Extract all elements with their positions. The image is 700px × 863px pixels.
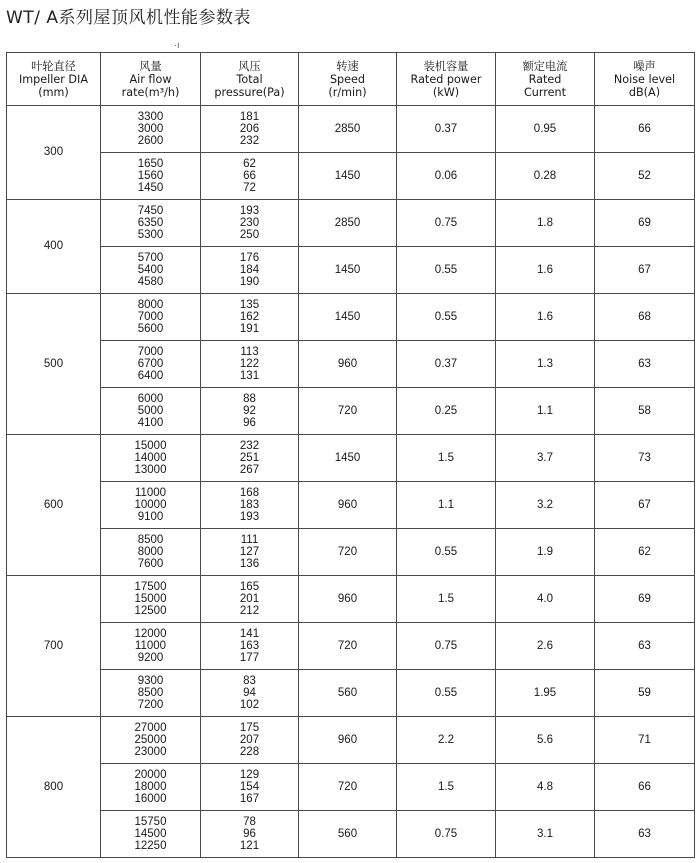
speed-cell: 2850: [299, 106, 397, 153]
current-cell: 4.8: [496, 764, 595, 811]
noise-cell: 71: [595, 717, 695, 764]
air-flow-cell: 1650 1560 1450: [101, 153, 201, 200]
table-row: [7, 529, 695, 576]
noise-cell: 69: [595, 200, 695, 247]
table-row: [7, 764, 695, 811]
noise-cell: 63: [595, 341, 695, 388]
current-cell: 5.6: [496, 717, 595, 764]
pressure-cell: 176 184 190: [201, 247, 299, 294]
noise-cell: 68: [595, 294, 695, 341]
pressure-cell: 113 122 131: [201, 341, 299, 388]
noise-cell: 62: [595, 529, 695, 576]
speed-cell: 1450: [299, 294, 397, 341]
power-cell: 0.75: [397, 200, 496, 247]
table-row: [7, 623, 695, 670]
speed-cell: 960: [299, 341, 397, 388]
air-flow-cell: 7000 6700 6400: [101, 341, 201, 388]
current-cell: 1.6: [496, 247, 595, 294]
current-cell: 0.28: [496, 153, 595, 200]
noise-cell: 67: [595, 247, 695, 294]
power-cell: 0.55: [397, 529, 496, 576]
speed-cell: 1450: [299, 247, 397, 294]
table-body: [7, 106, 695, 858]
impeller-dia-cell: 500: [7, 294, 101, 435]
table-row: [7, 153, 695, 200]
noise-cell: 63: [595, 623, 695, 670]
power-cell: 0.55: [397, 294, 496, 341]
power-cell: 1.5: [397, 764, 496, 811]
header-total-pressure: 风压 Total pressure(Pa): [201, 53, 299, 106]
air-flow-cell: 12000 11000 9200: [101, 623, 201, 670]
speed-cell: 960: [299, 576, 397, 623]
table-row: [7, 247, 695, 294]
pressure-cell: 83 94 102: [201, 670, 299, 717]
current-cell: 0.95: [496, 106, 595, 153]
current-cell: 3.2: [496, 482, 595, 529]
pressure-cell: 232 251 267: [201, 435, 299, 482]
air-flow-cell: 5700 5400 4580: [101, 247, 201, 294]
header-impeller-dia: 叶轮直径 Impeller DIA (mm): [7, 53, 101, 106]
impeller-dia-cell: 700: [7, 576, 101, 717]
stray-mark: ·ı: [174, 40, 180, 50]
noise-cell: 69: [595, 576, 695, 623]
noise-cell: 66: [595, 106, 695, 153]
air-flow-cell: 11000 10000 9100: [101, 482, 201, 529]
air-flow-cell: 6000 5000 4100: [101, 388, 201, 435]
power-cell: 1.1: [397, 482, 496, 529]
air-flow-cell: 17500 15000 12500: [101, 576, 201, 623]
current-cell: 1.3: [496, 341, 595, 388]
speed-cell: 560: [299, 670, 397, 717]
table-row: [7, 341, 695, 388]
current-cell: 1.95: [496, 670, 595, 717]
air-flow-cell: 20000 18000 16000: [101, 764, 201, 811]
power-cell: 1.5: [397, 435, 496, 482]
page-title: WT/ A系列屋顶风机性能参数表: [6, 8, 251, 28]
table-row: [7, 717, 695, 764]
power-cell: 0.06: [397, 153, 496, 200]
header-rated-current: 额定电流 Rated Current: [496, 53, 595, 106]
noise-cell: 73: [595, 435, 695, 482]
air-flow-cell: 9300 8500 7200: [101, 670, 201, 717]
table-row: [7, 576, 695, 623]
impeller-dia-cell: 600: [7, 435, 101, 576]
table-row: [7, 106, 695, 153]
pressure-cell: 168 183 193: [201, 482, 299, 529]
speed-cell: 960: [299, 717, 397, 764]
air-flow-cell: 8000 7000 5600: [101, 294, 201, 341]
air-flow-cell: 27000 25000 23000: [101, 717, 201, 764]
current-cell: 3.7: [496, 435, 595, 482]
noise-cell: 63: [595, 811, 695, 858]
performance-table: [6, 52, 695, 858]
speed-cell: 720: [299, 764, 397, 811]
header-speed: 转速 Speed (r/min): [299, 53, 397, 106]
pressure-cell: 62 66 72: [201, 153, 299, 200]
impeller-dia-cell: 400: [7, 200, 101, 294]
speed-cell: 560: [299, 811, 397, 858]
speed-cell: 2850: [299, 200, 397, 247]
pressure-cell: 129 154 167: [201, 764, 299, 811]
speed-cell: 720: [299, 623, 397, 670]
pressure-cell: 175 207 228: [201, 717, 299, 764]
pressure-cell: 111 127 136: [201, 529, 299, 576]
air-flow-cell: 15000 14000 13000: [101, 435, 201, 482]
current-cell: 2.6: [496, 623, 595, 670]
table-row: [7, 294, 695, 341]
current-cell: 1.1: [496, 388, 595, 435]
header-noise-level: 噪声 Noise level dB(A): [595, 53, 695, 106]
power-cell: 0.55: [397, 247, 496, 294]
header-rated-power: 装机容量 Rated power (kW): [397, 53, 496, 106]
power-cell: 2.2: [397, 717, 496, 764]
pressure-cell: 193 230 250: [201, 200, 299, 247]
pressure-cell: 78 96 121: [201, 811, 299, 858]
pressure-cell: 88 92 96: [201, 388, 299, 435]
noise-cell: 66: [595, 764, 695, 811]
power-cell: 0.25: [397, 388, 496, 435]
pressure-cell: 135 162 191: [201, 294, 299, 341]
power-cell: 1.5: [397, 576, 496, 623]
speed-cell: 960: [299, 482, 397, 529]
power-cell: 0.37: [397, 341, 496, 388]
impeller-dia-cell: 300: [7, 106, 101, 200]
noise-cell: 59: [595, 670, 695, 717]
speed-cell: 1450: [299, 153, 397, 200]
speed-cell: 1450: [299, 435, 397, 482]
current-cell: 1.8: [496, 200, 595, 247]
table-row: [7, 482, 695, 529]
pressure-cell: 165 201 212: [201, 576, 299, 623]
air-flow-cell: 3300 3000 2600: [101, 106, 201, 153]
pressure-cell: 141 163 177: [201, 623, 299, 670]
air-flow-cell: 7450 6350 5300: [101, 200, 201, 247]
air-flow-cell: 8500 8000 7600: [101, 529, 201, 576]
speed-cell: 720: [299, 529, 397, 576]
power-cell: 0.37: [397, 106, 496, 153]
table-header: [7, 53, 695, 106]
current-cell: 4.0: [496, 576, 595, 623]
speed-cell: 720: [299, 388, 397, 435]
power-cell: 0.55: [397, 670, 496, 717]
table-row: [7, 200, 695, 247]
noise-cell: 67: [595, 482, 695, 529]
table-row: [7, 811, 695, 858]
current-cell: 3.1: [496, 811, 595, 858]
power-cell: 0.75: [397, 623, 496, 670]
table-row: [7, 670, 695, 717]
air-flow-cell: 15750 14500 12250: [101, 811, 201, 858]
pressure-cell: 181 206 232: [201, 106, 299, 153]
current-cell: 1.6: [496, 294, 595, 341]
impeller-dia-cell: 800: [7, 717, 101, 858]
table-row: [7, 388, 695, 435]
noise-cell: 58: [595, 388, 695, 435]
noise-cell: 52: [595, 153, 695, 200]
power-cell: 0.75: [397, 811, 496, 858]
current-cell: 1.9: [496, 529, 595, 576]
table-row: [7, 435, 695, 482]
header-air-flow: 风量 Air flow rate(m³/h): [101, 53, 201, 106]
